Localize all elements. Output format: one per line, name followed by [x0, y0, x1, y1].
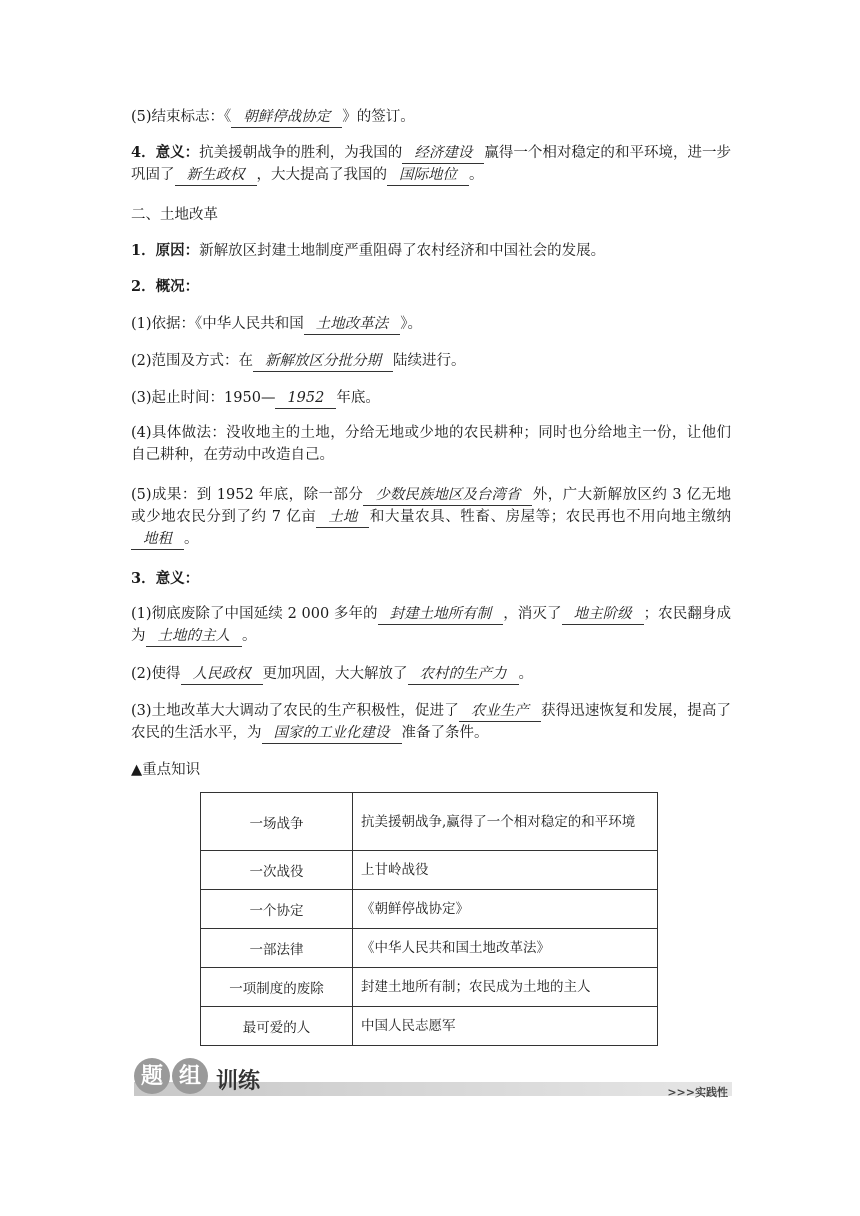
- overview-basis: [131, 313, 731, 335]
- section-heading: 二、土地改革: [131, 207, 218, 223]
- table-key: 一场战争: [201, 793, 353, 851]
- reason-line: [131, 240, 731, 262]
- end-sign-line: [131, 106, 731, 128]
- significance-paragraph: [131, 142, 731, 186]
- table-key: 一个协定: [201, 890, 353, 929]
- text: (3)土地改革大大调动了农民的生产积极性，促进了: [131, 703, 459, 719]
- text: ，消灭了: [503, 606, 562, 622]
- table-value: 抗美援朝战争,赢得了一个相对稳定的和平环境: [353, 793, 658, 851]
- table-key: 最可爱的人: [201, 1007, 353, 1046]
- answer-blank: 土地改革法: [304, 314, 401, 335]
- text: 。: [518, 666, 534, 682]
- table-value: 《朝鲜停战协定》: [353, 890, 658, 929]
- answer-blank: 土地: [316, 507, 369, 528]
- text: 更加巩固，大大解放了: [262, 666, 408, 682]
- text: 外，广大新解放区约 3 亿无地或少地农民分到了约 7 亿亩: [131, 487, 731, 525]
- text: (5)结束标志：《: [131, 109, 232, 125]
- text: (1)彻底废除了中国延续 2 000 多年的: [131, 606, 378, 622]
- item-number: 1．原因：: [131, 242, 200, 259]
- answer-blank: 农业生产: [459, 701, 541, 722]
- table-value: 封建土地所有制；农民成为土地的主人: [353, 968, 658, 1007]
- text: (3)起止时间：1950—: [131, 390, 276, 406]
- item-number: 4．意义：: [131, 144, 200, 161]
- text: 年底。: [336, 390, 380, 406]
- banner-title: 训练: [216, 1068, 261, 1094]
- table-row: [201, 968, 658, 1007]
- overview-heading: [131, 276, 731, 298]
- answer-blank: 地租: [131, 529, 184, 550]
- answer-blank: 农村的生产力: [408, 664, 519, 685]
- answer-blank: 人民政权: [181, 664, 263, 685]
- answer-blank: 国家的工业化建设: [262, 723, 402, 744]
- table-key: 一次战役: [201, 851, 353, 890]
- answer-blank: 朝鲜停战协定: [231, 107, 342, 128]
- text: (1)依据：《中华人民共和国: [131, 316, 304, 332]
- banner-circle: 题: [134, 1058, 170, 1094]
- key-knowledge-title: ▲重点知识: [131, 762, 201, 778]
- banner-tag: >>>实践性: [667, 1086, 728, 1099]
- table-row: [201, 851, 658, 890]
- table-row: [201, 929, 658, 968]
- answer-blank: 1952: [275, 388, 336, 409]
- answer-blank: 新解放区分批分期: [253, 351, 393, 372]
- key-knowledge-table: [200, 792, 658, 1046]
- overview-practice: (4)具体做法：没收地主的土地，分给无地或少地的农民耕种；同时也分给地主一份，让他们自己耕种，在劳动中改造自己。: [131, 425, 731, 463]
- text: 。: [469, 167, 484, 183]
- text: 和大量农具、牲畜、房屋等；农民再也不用向地主缴纳: [369, 509, 731, 525]
- text: (2)使得: [131, 666, 181, 682]
- meaning-2: [131, 663, 731, 685]
- item-number: 2．概况：: [131, 278, 200, 295]
- meaning-1: [131, 603, 731, 647]
- answer-blank: 新生政权: [175, 165, 257, 186]
- table-row: [201, 793, 658, 851]
- answer-blank: 少数民族地区及台湾省: [363, 485, 532, 506]
- text: 赢得一个相对稳定的和平环境，进一步巩固了: [131, 145, 732, 183]
- text: 。: [242, 628, 257, 644]
- text: 》。: [400, 316, 423, 332]
- table-row: [201, 1007, 658, 1046]
- text: 准备了条件。: [401, 725, 489, 741]
- table-key: 一部法律: [201, 929, 353, 968]
- text: 获得迅速恢复和发展，提高了农民的生活水平，为: [131, 703, 731, 741]
- table-value: 《中华人民共和国土地改革法》: [353, 929, 658, 968]
- table-key: 一项制度的废除: [201, 968, 353, 1007]
- meaning-heading: [131, 568, 731, 590]
- answer-blank: 土地的主人: [146, 626, 243, 647]
- table-value: 中国人民志愿军: [353, 1007, 658, 1046]
- text: 抗美援朝战争的胜利，为我国的: [199, 145, 403, 161]
- overview-scope: [131, 350, 731, 372]
- meaning-3: [131, 700, 731, 744]
- text: 》的签订。: [342, 109, 415, 125]
- text: ，大大提高了我国的: [256, 167, 387, 183]
- overview-period: [131, 387, 731, 409]
- overview-result: [131, 484, 731, 550]
- text: (5)成果：到 1952 年底，除一部分: [131, 487, 364, 503]
- answer-blank: 封建土地所有制: [378, 604, 504, 625]
- answer-blank: 国际地位: [387, 165, 469, 186]
- table-value: 上甘岭战役: [353, 851, 658, 890]
- answer-blank: 经济建设: [402, 143, 484, 164]
- table-row: [201, 890, 658, 929]
- text: (2)范围及方式：在: [131, 353, 254, 369]
- text: ；农民翻身成为: [131, 606, 732, 644]
- item-number: 3．意义：: [131, 570, 200, 587]
- text: 。: [184, 531, 199, 547]
- text: 新解放区封建土地制度严重阻碍了农村经济和中国社会的发展。: [199, 243, 606, 259]
- answer-blank: 地主阶级: [562, 604, 644, 625]
- banner-circle: 组: [172, 1058, 208, 1094]
- practice-section-banner: [134, 1058, 732, 1102]
- text: 陆续进行。: [393, 353, 466, 369]
